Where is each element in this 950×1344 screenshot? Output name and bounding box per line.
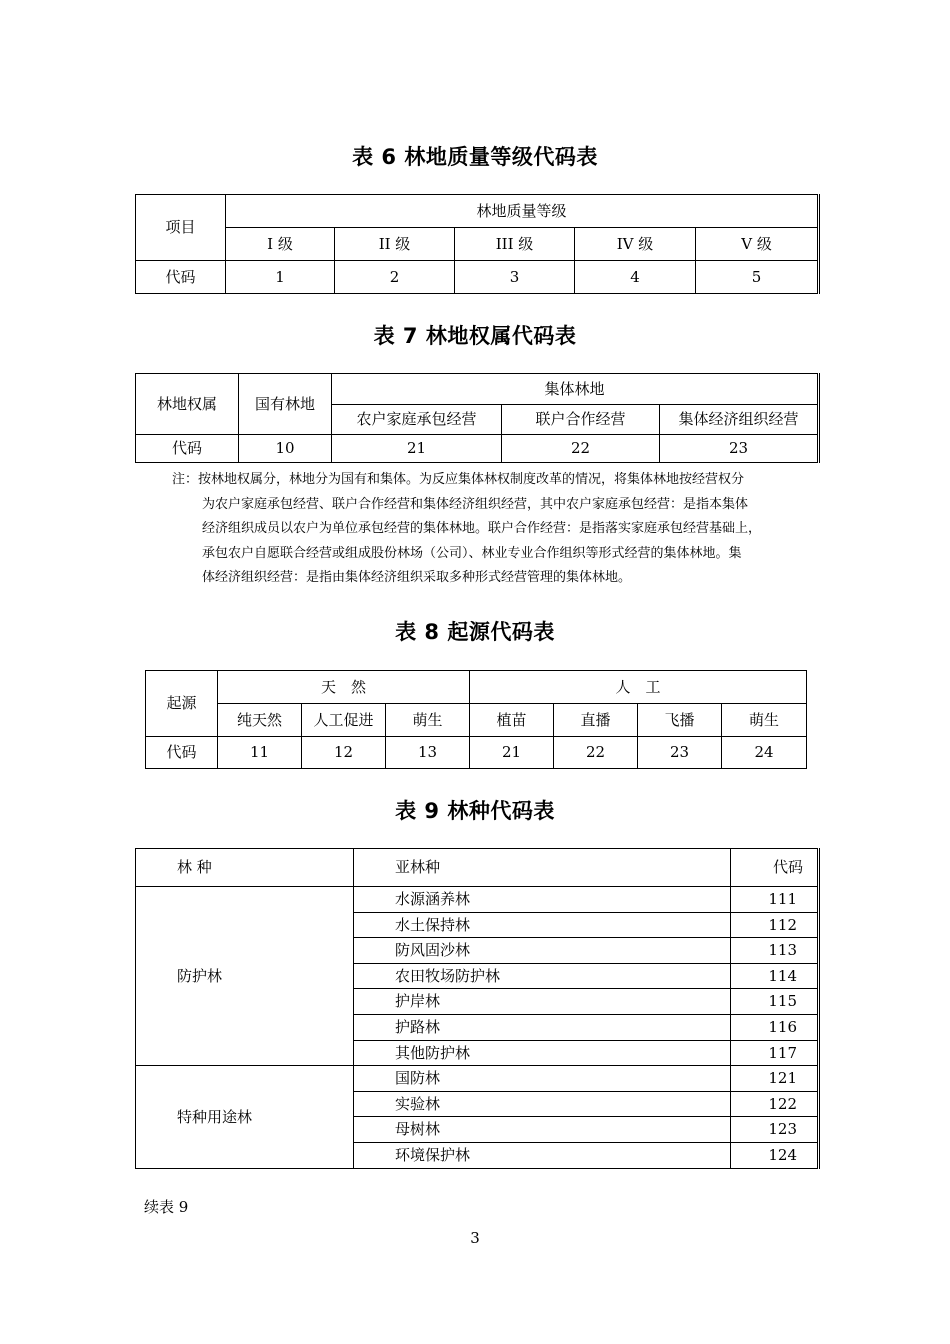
continued-label: 续表 9	[144, 1198, 189, 1216]
note-line: 为农户家庭承包经营、联户合作经营和集体经济组织经营，其中农户家庭承包经营：是指本集体	[202, 496, 749, 512]
table8	[145, 670, 807, 769]
t6-code-label: 代码	[136, 261, 226, 294]
t9-subtype: 防风固沙林	[354, 938, 731, 964]
t8-artificial: 人 工	[470, 671, 807, 704]
t9-subtype: 护岸林	[354, 989, 731, 1015]
t7-header-ownership: 林地权属	[136, 374, 239, 435]
t8-natural-sub: 纯天然	[218, 704, 302, 737]
t9-subtype: 国防林	[354, 1066, 731, 1092]
table6	[135, 194, 820, 294]
t7-sub: 联户合作经营	[502, 405, 660, 435]
t7-code: 23	[660, 435, 819, 463]
t8-artificial-sub: 直播	[554, 704, 638, 737]
t8-code: 24	[722, 737, 807, 769]
t7-code: 21	[332, 435, 502, 463]
table6-title: 表 6 林地质量等级代码表	[352, 145, 598, 169]
t8-code: 21	[470, 737, 554, 769]
table7-note	[172, 468, 812, 591]
t9-subtype: 护路林	[354, 1014, 731, 1040]
t9-code: 116	[731, 1014, 819, 1040]
t9-subtype: 母树林	[354, 1117, 731, 1143]
t9-subtype: 水土保持林	[354, 912, 731, 938]
t7-code: 22	[502, 435, 660, 463]
t8-code: 13	[386, 737, 470, 769]
t6-code: 3	[455, 261, 575, 294]
table7	[135, 373, 820, 463]
t7-code: 10	[239, 435, 332, 463]
t9-code: 112	[731, 912, 819, 938]
t9-subtype: 实验林	[354, 1091, 731, 1117]
t8-artificial-sub: 飞播	[638, 704, 722, 737]
t7-sub: 农户家庭承包经营	[332, 405, 502, 435]
t6-grade: I 级	[226, 228, 335, 261]
t9-subtype: 环境保护林	[354, 1142, 731, 1168]
t7-collective: 集体林地	[332, 374, 819, 405]
t8-natural-sub: 萌生	[386, 704, 470, 737]
t9-code: 123	[731, 1117, 819, 1143]
note-line: 经济组织成员以农户为单位承包经营的集体林地。联户合作经营：是指落实家庭承包经营基础上，	[202, 521, 762, 536]
t6-grade: III 级	[455, 228, 575, 261]
t9-code: 114	[731, 963, 819, 989]
t9-group-name: 防护林	[136, 887, 354, 1066]
t7-code-label: 代码	[136, 435, 239, 463]
t6-header-item: 项目	[136, 195, 226, 261]
table9-title: 表 9 林种代码表	[395, 799, 555, 823]
t9-header-subtype: 亚林种	[354, 849, 731, 887]
t8-code: 23	[638, 737, 722, 769]
t9-subtype: 农田牧场防护林	[354, 963, 731, 989]
table9	[135, 848, 820, 1169]
t8-artificial-sub: 植苗	[470, 704, 554, 737]
t8-code: 12	[302, 737, 386, 769]
t9-header-type: 林 种	[136, 849, 354, 887]
t6-grade: V 级	[696, 228, 819, 261]
t9-group-name: 特种用途林	[136, 1066, 354, 1168]
t6-code: 2	[335, 261, 455, 294]
t6-grade: IV 级	[575, 228, 696, 261]
t8-code: 11	[218, 737, 302, 769]
t9-code: 115	[731, 989, 819, 1015]
note-line: 体经济组织经营：是指由集体经济组织采取多种形式经营管理的集体林地。	[202, 570, 632, 585]
t9-subtype: 水源涵养林	[354, 887, 731, 913]
t6-code: 1	[226, 261, 335, 294]
t7-sub: 集体经济组织经营	[660, 405, 819, 435]
t8-natural: 天 然	[218, 671, 470, 704]
t8-header-origin: 起源	[146, 671, 218, 737]
t9-code: 117	[731, 1040, 819, 1066]
table8-title: 表 8 起源代码表	[395, 620, 555, 644]
t6-header-group: 林地质量等级	[226, 195, 819, 228]
t9-subtype: 其他防护林	[354, 1040, 731, 1066]
table7-title: 表 7 林地权属代码表	[373, 324, 577, 348]
t9-code: 111	[731, 887, 819, 913]
t9-code: 122	[731, 1091, 819, 1117]
t9-code: 121	[731, 1066, 819, 1092]
note-line: 承包农户自愿联合经营或组成股份林场（公司）、林业专业合作组织等形式经营的集体林地。集	[202, 545, 742, 561]
t9-header-code: 代码	[731, 849, 819, 887]
t9-code: 113	[731, 938, 819, 964]
t6-code: 5	[696, 261, 819, 294]
t8-code-label: 代码	[146, 737, 218, 769]
t6-grade: II 级	[335, 228, 455, 261]
t7-state-owned: 国有林地	[239, 374, 332, 435]
t8-code: 22	[554, 737, 638, 769]
page-number: 3	[470, 1229, 480, 1247]
t8-natural-sub: 人工促进	[302, 704, 386, 737]
t8-artificial-sub: 萌生	[722, 704, 807, 737]
t6-code: 4	[575, 261, 696, 294]
note-line: 注：按林地权属分，林地分为国有和集体。为反应集体林权制度改革的情况，将集体林地按经营权分	[172, 472, 745, 487]
t9-code: 124	[731, 1142, 819, 1168]
